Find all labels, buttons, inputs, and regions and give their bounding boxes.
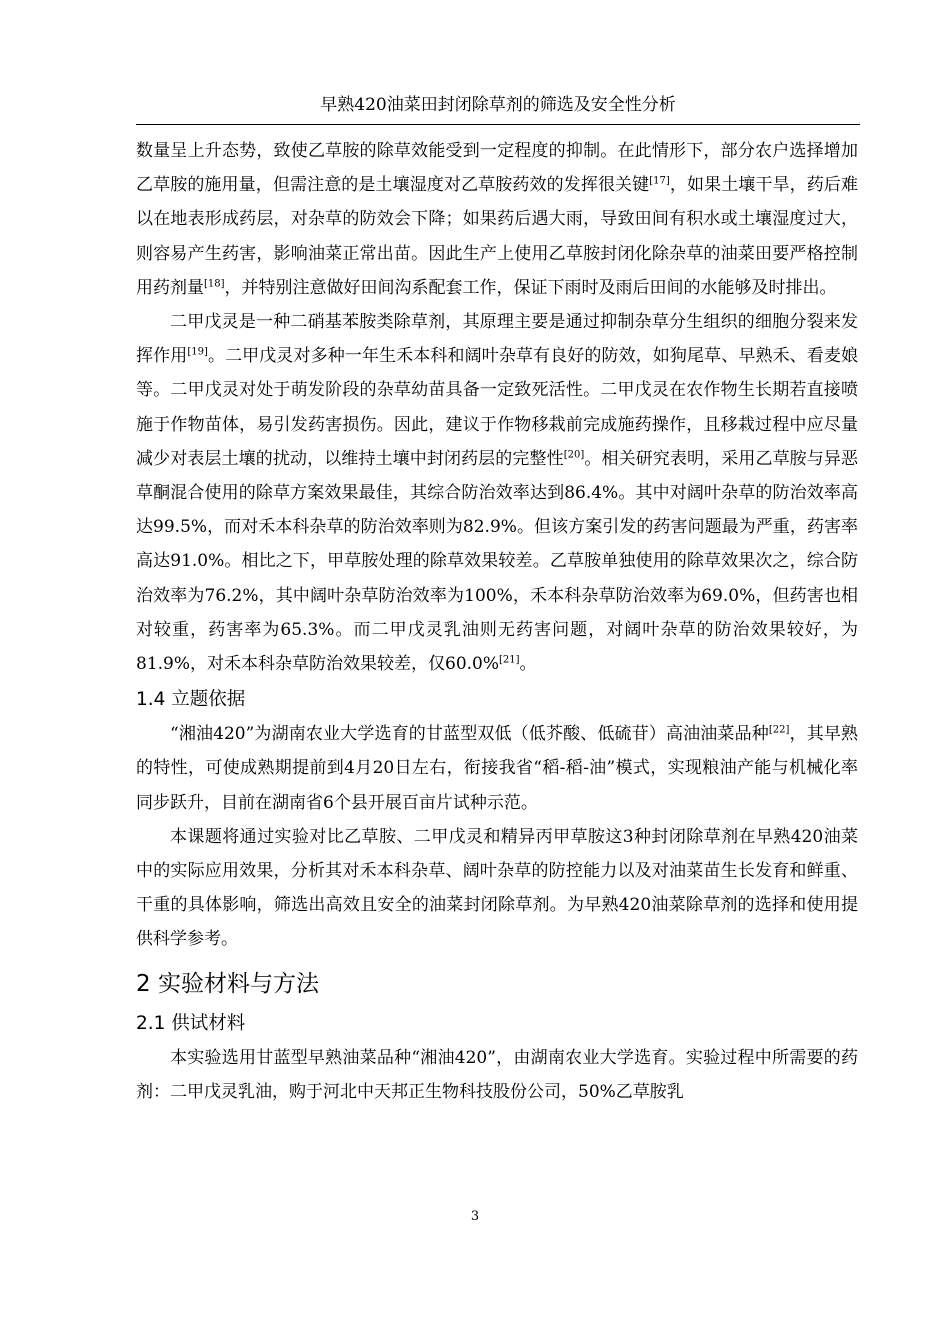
paragraph-text: 。二甲戊灵对多种一年生禾本科和阔叶杂草有良好的防效，如狗尾草、早熟禾、看麦娘等。二甲戊灵对处于萌发阶段的杂草幼苗具备一定致死活性。二甲戊灵在农作物生长期若直接喷施于作物苗体，易引发药害损伤。因此，建议于作物移栽前完成施药操作，且移栽过程中应尽量减少对表层土壤的扰动，以维持土壤中封闭药层的完整性 xyxy=(136,346,858,469)
paragraph-pendimethalin xyxy=(136,305,858,681)
paragraph-text: ，并特别注意做好田间沟系配套工作，保证下雨时及雨后田间的水能够及时排出。 xyxy=(224,277,837,298)
citation-17: [17] xyxy=(649,175,670,187)
page-number: 3 xyxy=(470,1209,480,1224)
citation-18: [18] xyxy=(204,278,225,290)
citation-21: [21] xyxy=(499,654,520,666)
paragraph-xiangyou-420 xyxy=(136,717,858,820)
page-body xyxy=(136,134,858,1109)
paragraph-acetochlor-continued xyxy=(136,134,858,305)
citation-22: [22] xyxy=(768,724,790,736)
paragraph-text: ，其早熟的特性，可使成熟期提前到4月20日左右，衔接我省“稻-稻-油”模式，实现粮油产能与机械化率同步跃升，目前在湖南省6个县开展百亩片试种示范。 xyxy=(136,724,858,813)
paragraph-text: 。相关研究表明，采用乙草胺与异恶草酮混合使用的除草方案效果最佳，其综合防治效率达到86.4%。其中对阔叶杂草的防治效率高达99.5%，而对禾本科杂草的防治效率则为82.9%。但该方案引发的药害问题最为严重，药害率高达91.0%。相比之下，甲草胺处理的除草效果较差。乙草胺单独使用的除草效果次之，综合防治效率为76.2%，其中阔叶杂草防治效率为100%，禾本科杂草防治效率为69.0%，但药害也相对较重，药害率为65.3%。而二甲戊灵乳油则无药害问题，对阔叶杂草的防治效果较好，为81.9%，对禾本科杂草防治效果较差，仅60.0% xyxy=(136,448,859,675)
paragraph-text: 二甲戊灵是一种二硝基苯胺类除草剂，其原理主要是通过抑制杂草分生组织的细胞分裂来发挥作用 xyxy=(136,312,858,367)
paragraph-text: “湘油420”为湖南农业大学选育的甘蓝型双低（低芥酸、低硫苷）高油油菜品种 xyxy=(170,724,769,745)
running-header: 早熟420油菜田封闭除草剂的筛选及安全性分析 xyxy=(320,95,676,115)
paragraph-text: ，如果土壤干旱，药后难以在地表形成药层，对杂草的防效会下降；如果药后遇大雨，导致田间有积水或土壤湿度过大，则容易产生药害，影响油菜正常出苗。因此生产上使用乙草胺封闭化除杂草的油菜田要严格控制用药剂量 xyxy=(136,175,859,298)
section-heading-2-1: 2.1 供试材料 xyxy=(136,1012,246,1034)
paragraph-materials: 本实验选用甘蓝型早熟油菜品种“湘油420”，由湖南农业大学选育。实验过程中所需要的药剂：二甲戊灵乳油，购于河北中天邦正生物科技股份公司，50%乙草胺乳 xyxy=(136,1047,858,1102)
chapter-heading-2: 2 实验材料与方法 xyxy=(136,970,319,997)
header-rule xyxy=(136,124,860,125)
citation-19: [19] xyxy=(187,346,208,358)
citation-20: [20] xyxy=(563,449,585,461)
paragraph-research-aim: 本课题将通过实验对比乙草胺、二甲戊灵和精异丙甲草胺这3种封闭除草剂在早熟420油菜中的实际应用效果，分析其对禾本科杂草、阔叶杂草的防控能力以及对油菜苗生长发育和鲜重、干重的具体影响，筛选出高效且安全的油菜封闭除草剂。为早熟420油菜除草剂的选择和使用提供科学参考。 xyxy=(136,826,858,950)
paragraph-text: 数量呈上升态势，致使乙草胺的除草效能受到一定程度的抑制。在此情形下，部分农户选择增加乙草胺的施用量，但需注意的是土壤湿度对乙草胺药效的发挥很关键 xyxy=(136,141,858,196)
section-heading-1-4: 1.4 立题依据 xyxy=(136,689,246,711)
paragraph-text: 。 xyxy=(519,654,537,675)
